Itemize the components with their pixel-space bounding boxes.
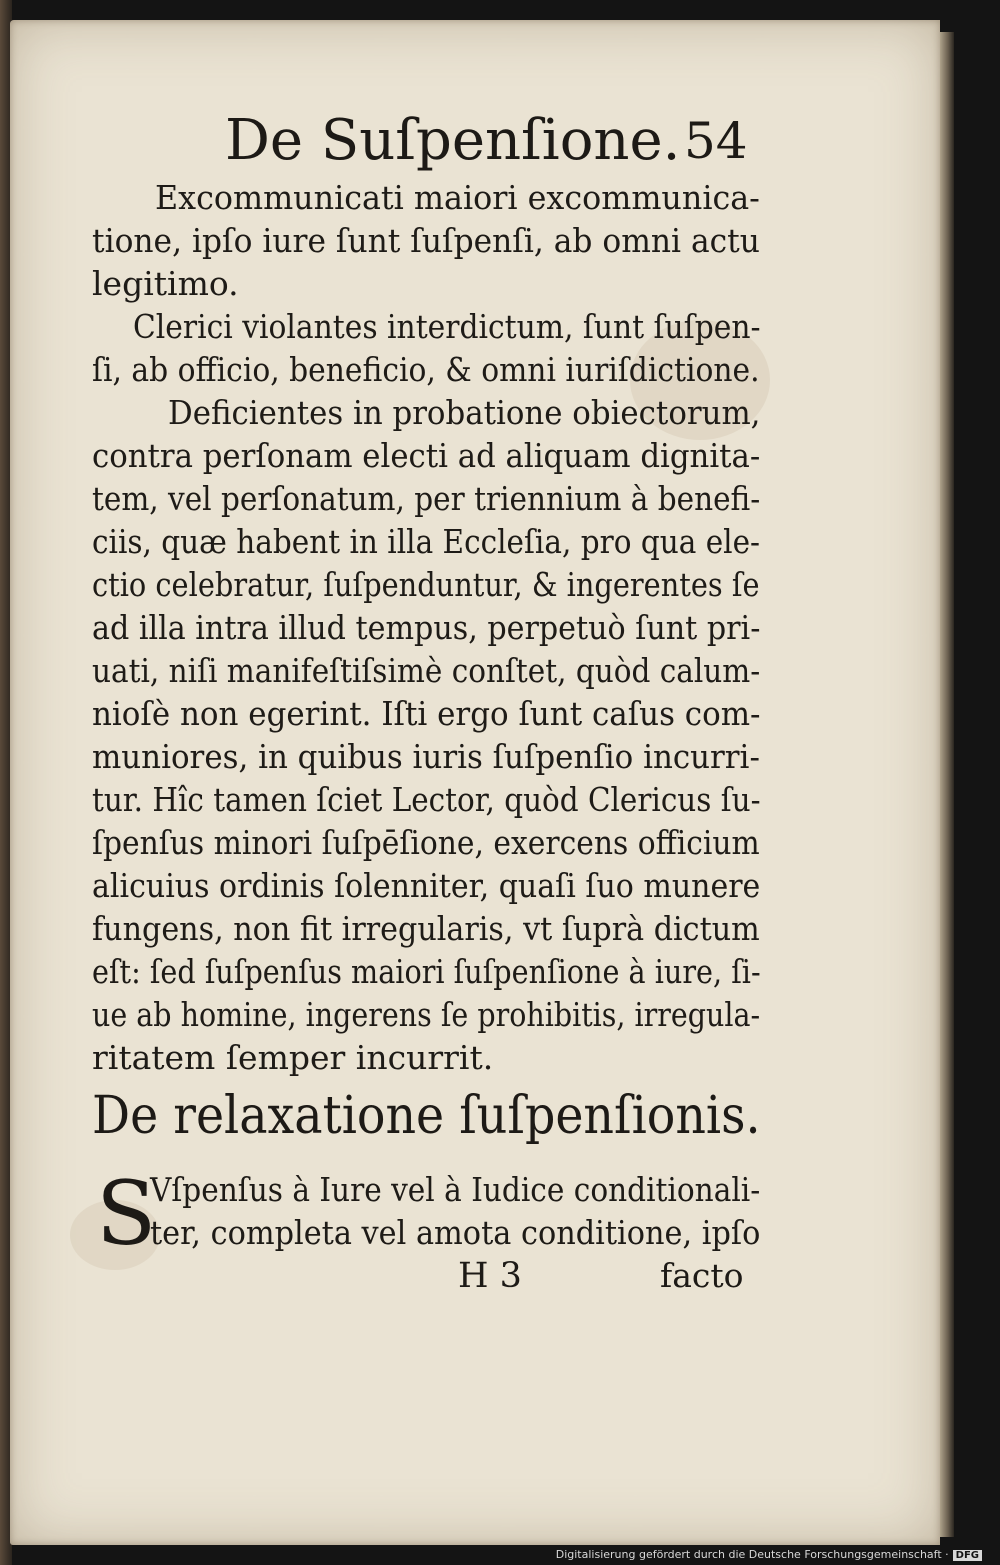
text-line: tur. Hîc tamen ſciet Lector, quòd Clericus ſu- bbox=[92, 780, 761, 819]
catchword: facto bbox=[660, 1256, 744, 1295]
credit-text: Digitalisierung gefördert durch die Deutsche Forschungsgemeinschaft · bbox=[555, 1548, 949, 1561]
text-line: tione, ipſo iure ſunt ſuſpenſi, ab omni actu bbox=[92, 221, 760, 260]
text-line: legitimo. bbox=[92, 264, 239, 303]
text-line: ter, completa vel amota conditione, ipſo bbox=[150, 1213, 761, 1252]
text-line: contra perſonam electi ad aliquam dignita- bbox=[92, 436, 761, 475]
page-stack-edge bbox=[938, 32, 954, 1537]
text-line: tem, vel perſonatum, per triennium à benefi- bbox=[92, 479, 761, 518]
running-head-title: De Suſpenſione. bbox=[225, 108, 681, 173]
text-line: ſpenſus minori ſuſpēſione, exercens officium bbox=[92, 823, 760, 862]
text-line: fungens, non fit irregularis, vt ſuprà dictum bbox=[92, 909, 760, 948]
text-line: Vſpenſus à Iure vel à Iudice conditionali- bbox=[150, 1170, 761, 1209]
text-line: eſt: ſed ſuſpenſus maiori ſuſpenſione à iure, ſi- bbox=[92, 952, 761, 991]
text-line: ritatem ſemper incurrit. bbox=[92, 1038, 494, 1077]
text-line: Excommunicati maiori excommunica- bbox=[155, 178, 760, 217]
text-line: ſi, ab officio, beneficio, & omni iuriſdictione. bbox=[92, 350, 760, 389]
text-line: Deficientes in probatione obiectorum, bbox=[168, 393, 761, 432]
text-line: ue ab homine, ingerens ſe prohibitis, irregula- bbox=[92, 995, 761, 1034]
text-line: uati, niſi manifeſtiſsimè conſtet, quòd calum- bbox=[92, 651, 761, 690]
text-line: ad illa intra illud tempus, perpetuò ſunt pri- bbox=[92, 608, 761, 647]
text-line: Clerici violantes interdictum, ſunt ſuſpen- bbox=[133, 307, 761, 346]
text-line: ciis, quæ habent in illa Eccleſia, pro qua ele- bbox=[92, 522, 761, 561]
text-line: ctio celebratur, ſuſpenduntur, & ingerentes ſe bbox=[92, 565, 760, 604]
signature-mark: H 3 bbox=[458, 1256, 522, 1296]
section-heading: De relaxatione ſuſpenſionis. bbox=[92, 1086, 761, 1146]
text-line: nioſè non egerint. Iſti ergo ſunt caſus com- bbox=[92, 694, 761, 733]
drop-capital: S bbox=[96, 1162, 157, 1265]
text-line: muniores, in quibus iuris ſuſpenſio incurri- bbox=[92, 737, 760, 776]
digitization-credit bbox=[556, 1548, 982, 1561]
text-line: alicuius ordinis ſolenniter, quaſi ſuo munere bbox=[92, 866, 761, 905]
page-number: 54 bbox=[684, 112, 748, 170]
dfg-logo: DFG bbox=[953, 1550, 982, 1561]
